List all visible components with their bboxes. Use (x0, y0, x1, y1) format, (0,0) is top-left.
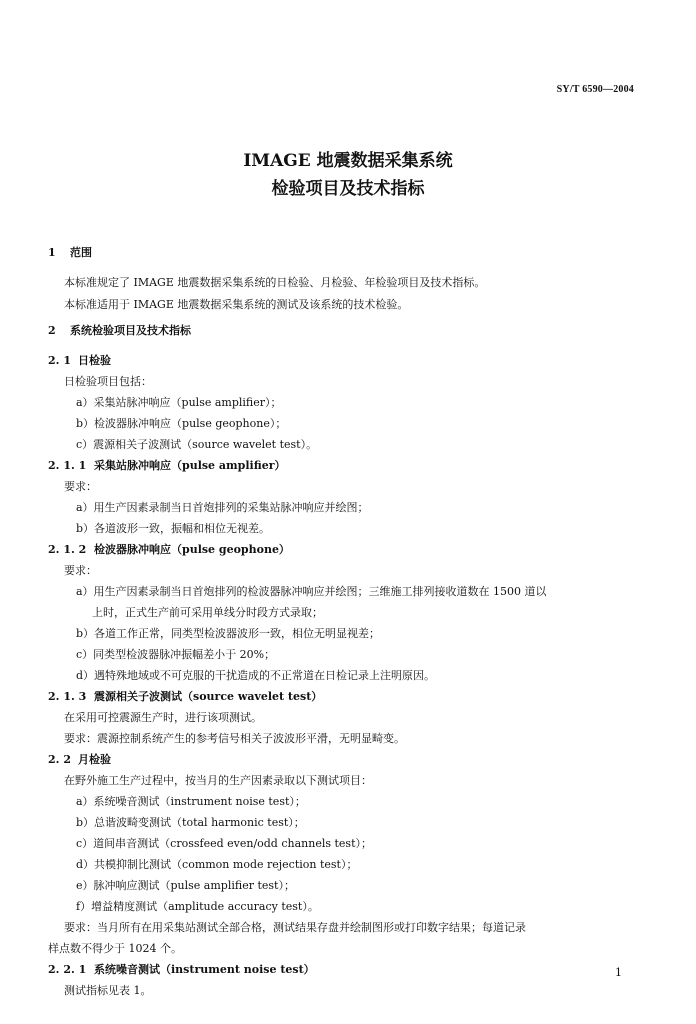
section-title: 震源相关子波测试（source wavelet test） (94, 690, 323, 703)
section-number: 2. 1 (48, 354, 71, 367)
section-number: 2. 2 (48, 753, 71, 766)
standard-number: SY/T 6590—2004 (556, 84, 634, 95)
paragraph-continuation: 样点数不得少于 1024 个。 (48, 942, 182, 955)
list-item: c）震源相关子波测试（source wavelet test）。 (76, 438, 318, 451)
section-number: 2. 2. 1 (48, 963, 87, 976)
paragraph: 测试指标见表 1。 (64, 984, 152, 997)
list-item: a）用生产因素录制当日首炮排列的检波器脉冲响应并绘图；三维施工排列接收道数在 1500 道以 (76, 585, 547, 598)
paragraph: 本标准适用于 IMAGE 地震数据采集系统的测试及该系统的技术检验。 (64, 298, 409, 311)
page-number: 1 (615, 966, 622, 979)
list-item: c）道间串音测试（crossfeed even/odd channels test）； (76, 837, 372, 850)
section-number: 2. 1. 3 (48, 690, 87, 703)
list-item: b）各道波形一致，振幅和相位无视差。 (76, 522, 271, 535)
section-number: 2 (48, 324, 56, 337)
document-title-line2: 检验项目及技术指标 (271, 179, 425, 199)
section-heading-2-2-1 (48, 963, 315, 977)
section-title: 月检验 (78, 753, 111, 766)
section-title: 范围 (70, 246, 92, 259)
list-item: b）总谐波畸变测试（total harmonic test）； (76, 816, 305, 829)
section-heading-2-1 (48, 354, 111, 368)
paragraph: 在野外施工生产过程中，按当月的生产因素录取以下测试项目： (64, 774, 372, 787)
document-title-line1: IMAGE 地震数据采集系统 (243, 151, 453, 171)
paragraph: 日检验项目包括： (64, 375, 152, 388)
paragraph: 要求：当月所有在用采集站测试全部合格，测试结果存盘并绘制图形或打印数字结果；每道记录 (64, 921, 526, 934)
list-item: e）脉冲响应测试（pulse amplifier test）； (76, 879, 295, 892)
list-item: d）遇特殊地域或不可克服的干扰造成的不正常道在日检记录上注明原因。 (76, 669, 436, 682)
list-item: a）用生产因素录制当日首炮排列的采集站脉冲响应并绘图； (76, 501, 369, 514)
section-number: 2. 1. 1 (48, 459, 87, 472)
section-title: 采集站脉冲响应（pulse amplifier） (94, 459, 286, 472)
section-heading-2 (48, 324, 191, 338)
list-item: f）增益精度测试（amplitude accuracy test）。 (76, 900, 319, 913)
section-heading-2-1-1 (48, 459, 286, 473)
section-number: 2. 1. 2 (48, 543, 87, 556)
list-item: b）检波器脉冲响应（pulse geophone）； (76, 417, 287, 430)
paragraph: 在采用可控震源生产时，进行该项测试。 (64, 711, 262, 724)
section-heading-2-1-3 (48, 690, 322, 704)
section-title: 系统检验项目及技术指标 (70, 324, 191, 337)
list-item-continuation: 上时，正式生产前可采用单线分时段方式录取； (92, 606, 323, 619)
section-title: 系统噪音测试（instrument noise test） (94, 963, 315, 976)
list-item: a）采集站脉冲响应（pulse amplifier）； (76, 396, 282, 409)
section-title: 日检验 (78, 354, 111, 367)
section-heading-2-1-2 (48, 543, 290, 557)
list-item: d）共模抑制比测试（common mode rejection test）； (76, 858, 358, 871)
paragraph: 要求：震源控制系统产生的参考信号相关子波波形平滑，无明显畸变。 (64, 732, 405, 745)
section-heading-2-2 (48, 753, 111, 767)
section-number: 1 (48, 246, 56, 259)
list-item: b）各道工作正常，同类型检波器波形一致，相位无明显视差； (76, 627, 381, 640)
list-item: a）系统噪音测试（instrument noise test）； (76, 795, 306, 808)
section-heading-1 (48, 246, 92, 260)
section-title: 检波器脉冲响应（pulse geophone） (94, 543, 290, 556)
list-item: c）同类型检波器脉冲振幅差小于 20%； (76, 648, 276, 661)
paragraph: 本标准规定了 IMAGE 地震数据采集系统的日检验、月检验、年检验项目及技术指标。 (64, 276, 486, 289)
paragraph: 要求： (64, 564, 97, 577)
paragraph: 要求： (64, 480, 97, 493)
